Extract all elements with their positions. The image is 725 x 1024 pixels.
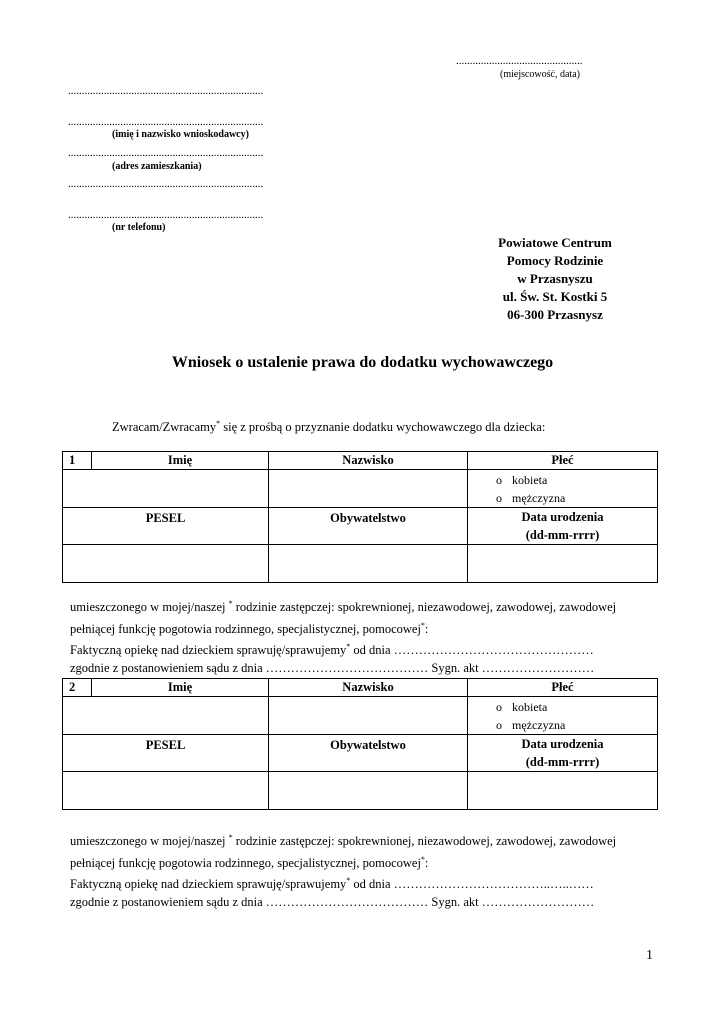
pesel-cell[interactable]: [63, 772, 269, 810]
first-name-cell[interactable]: [63, 697, 269, 735]
citizenship-cell[interactable]: [269, 545, 468, 583]
address-label: (adres zamieszkania): [112, 161, 202, 172]
first-name-cell[interactable]: [63, 470, 269, 508]
address-line-1[interactable]: .......................................................................: [68, 147, 264, 159]
option-male[interactable]: o mężczyzna: [496, 717, 566, 732]
birth-date-cell[interactable]: [468, 545, 658, 583]
citizenship-header: Obywatelstwo: [269, 508, 468, 545]
last-name-cell[interactable]: [269, 697, 468, 735]
intro-text: Zwracam/Zwracamy* się z prośbą o przyznanie dodatku wychowawczego dla dziecka:: [112, 419, 546, 435]
option-female[interactable]: o kobieta: [496, 472, 548, 487]
last-name-header: Nazwisko: [269, 452, 468, 470]
pesel-header: PESEL: [63, 508, 269, 545]
recipient-line: ul. Św. St. Kostki 5: [502, 289, 608, 304]
birth-date-cell[interactable]: [468, 772, 658, 810]
address-line-2[interactable]: .......................................................................: [68, 178, 264, 190]
child-table-2: [62, 678, 658, 810]
sex-options: [468, 470, 658, 508]
recipient-address: [470, 234, 640, 324]
first-name-header: Imię: [92, 679, 269, 697]
applicant-name-line-2[interactable]: .......................................................................: [68, 116, 264, 128]
sex-options: [468, 697, 658, 735]
option-male[interactable]: o mężczyzna: [496, 490, 566, 505]
recipient-line: Pomocy Rodzinie: [506, 253, 604, 268]
recipient-line: 06-300 Przasnysz: [507, 307, 603, 322]
last-name-header: Nazwisko: [269, 679, 468, 697]
pesel-header: PESEL: [63, 735, 269, 772]
citizenship-cell[interactable]: [269, 772, 468, 810]
recipient-line: w Przasnyszu: [517, 271, 593, 286]
applicant-name-line-1[interactable]: .......................................................................: [68, 85, 264, 97]
placement-text-2: umieszczonego w mojej/naszej * rodzinie zastępczej: spokrewnionej, niezawodowej, zawodowej, zawodowej pełniącej funkcję pogotowia rodzinnego, specjalistycznej, pomocowej*: Faktyczną opiekę nad dzieckiem sprawuję/sprawujemy* od dnia ………………………………..…..…… zgodnie z postanowieniem sądu z dnia ………………………………… Sygn. akt ………………………: [70, 833, 617, 909]
child-number: 1: [63, 452, 92, 470]
applicant-name-label: (imię i nazwisko wnioskodawcy): [112, 129, 249, 140]
pesel-cell[interactable]: [63, 545, 269, 583]
phone-line[interactable]: .......................................................................: [68, 209, 264, 221]
child-table-1: [62, 451, 658, 583]
phone-label: (nr telefonu): [112, 222, 166, 233]
first-name-header: Imię: [92, 452, 269, 470]
child-number: 2: [63, 679, 92, 697]
last-name-cell[interactable]: [269, 470, 468, 508]
place-date-label: (miejscowość, data): [500, 69, 580, 80]
recipient-line: Powiatowe Centrum: [498, 235, 612, 250]
placement-text-1: umieszczonego w mojej/naszej * rodzinie zastępczej: spokrewnionej, niezawodowej, zawodowej, zawodowej pełniącej funkcję pogotowia rodzinnego, specjalistycznej, pomocowej*: Faktyczną opiekę nad dzieckiem sprawuję/sprawujemy* od dnia ………………………………………… zgodnie z postanowieniem sądu z dnia ………………………………… Sygn. akt ………………………: [70, 599, 617, 675]
sex-header: Płeć: [468, 679, 658, 697]
birth-date-header: Data urodzenia (dd-mm-rrrr): [468, 735, 658, 772]
page-number: 1: [646, 948, 653, 963]
sex-header: Płeć: [468, 452, 658, 470]
citizenship-header: Obywatelstwo: [269, 735, 468, 772]
option-female[interactable]: o kobieta: [496, 699, 548, 714]
birth-date-header: Data urodzenia (dd-mm-rrrr): [468, 508, 658, 545]
document-title: Wniosek o ustalenie prawa do dodatku wychowawczego: [171, 354, 554, 371]
place-date-line[interactable]: ..............................................: [456, 55, 583, 67]
